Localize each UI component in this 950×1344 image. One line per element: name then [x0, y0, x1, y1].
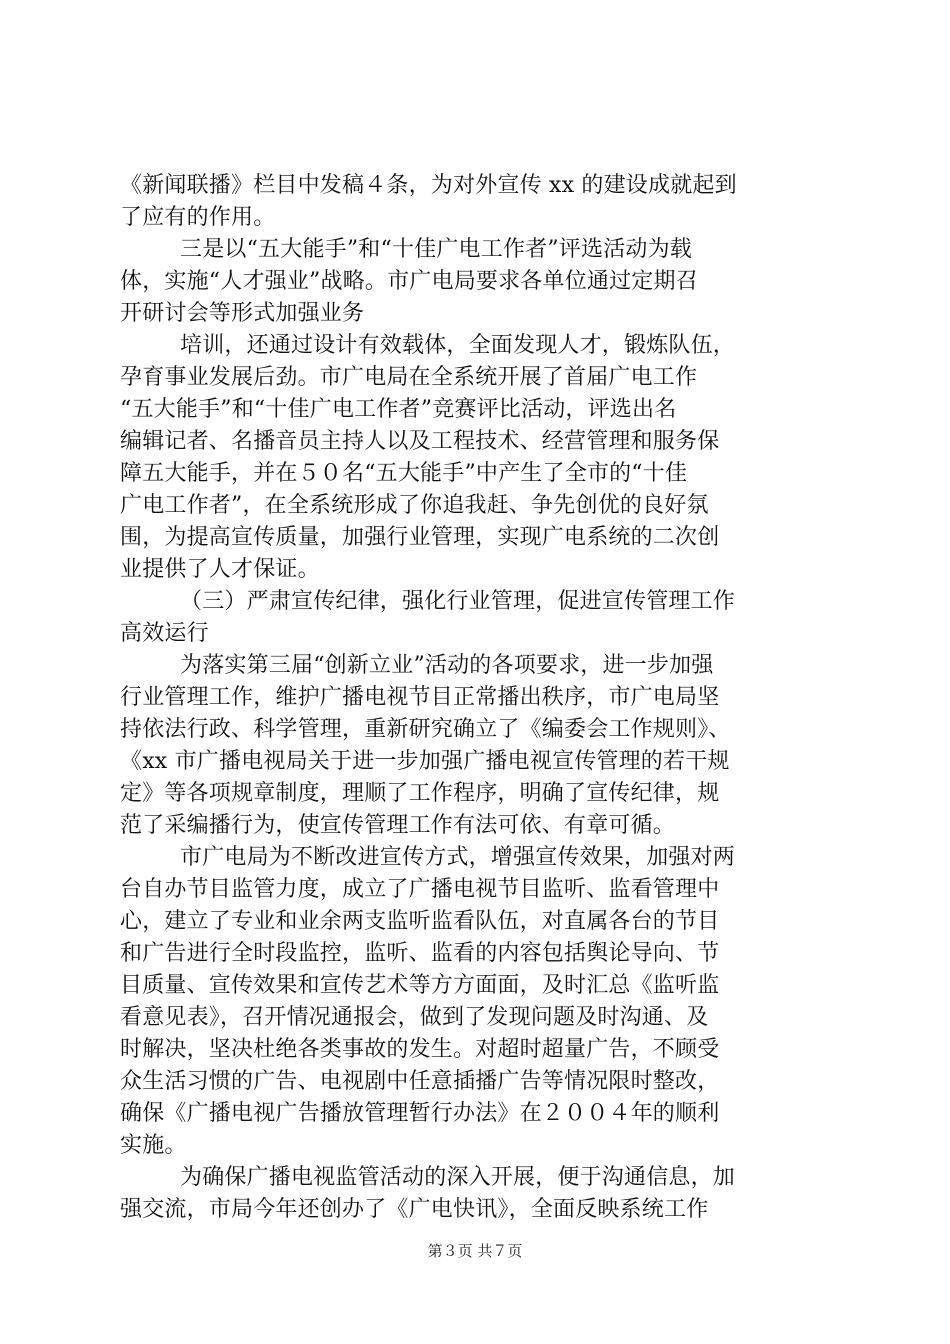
- text-line: “五大能手”和“十佳广电工作者”竞赛评比活动，评选出名: [120, 397, 677, 422]
- text-line: 台自办节目监管力度，成立了广播电视节目监听、监看管理中: [120, 877, 720, 902]
- document-body: [120, 170, 830, 1226]
- text-line: 看意见表》，召开情况通报会，做到了发现问题及时沟通、及: [120, 1005, 709, 1030]
- text-line: 为确保广播电视监管活动的深入开展，便于沟通信息，加: [180, 1165, 736, 1190]
- text-line: 目质量、宣传效果和宣传艺术等方方面面，及时汇总《监听监: [120, 973, 720, 998]
- text-line: 编辑记者、名播音员主持人以及工程技术、经营管理和服务保: [120, 429, 720, 454]
- text-line: 持依法行政、科学管理，重新研究确立了《编委会工作规则》、: [120, 717, 731, 742]
- text-line: 围，为提高宣传质量，加强行业管理，实现广电系统的二次创: [120, 525, 720, 550]
- text-line: 了应有的作用。: [120, 205, 276, 230]
- text-line: 时解决，坚决杜绝各类事故的发生。对超时超量广告，不顾受: [120, 1037, 720, 1062]
- text-line: 范了采编播行为，使宣传管理工作有法可依、有章可循。: [120, 813, 676, 838]
- text-line: 实施。: [120, 1133, 187, 1158]
- text-line: 业提供了人才保证。: [120, 557, 320, 582]
- text-line: （三）严肃宣传纪律，强化行业管理，促进宣传管理工作: [180, 589, 736, 614]
- text-line: 市广电局为不断改进宣传方式，增强宣传效果，加强对两: [180, 845, 736, 870]
- text-line: 《xx 市广播电视局关于进一步加强广播电视宣传管理的若干规: [120, 749, 730, 774]
- text-line: 开研讨会等形式加强业务: [120, 301, 365, 326]
- text-line: 强交流，市局今年还创办了《广电快讯》，全面反映系统工作: [120, 1197, 709, 1222]
- text-line: 众生活习惯的广告、电视剧中任意插播广告等情况限时整改，: [120, 1069, 720, 1094]
- page-number-footer: 第３页 共７页: [427, 1242, 523, 1260]
- text-line: 行业管理工作，维护广播电视节目正常播出秩序，市广电局坚: [120, 685, 720, 710]
- text-line: 孕育事业发展后劲。市广电局在全系统开展了首届广电工作: [120, 365, 698, 390]
- text-line: 为落实第三届“创新立业”活动的各项要求，进一步加强: [180, 653, 714, 678]
- text-line: 定》等各项规章制度，理顺了工作程序，明确了宣传纪律，规: [120, 781, 720, 806]
- text-line: 体，实施“人才强业”战略。市广电局要求各单位通过定期召: [120, 269, 698, 294]
- text-line: 《新闻联播》栏目中发稿４条，为对外宣传 xx 的建设成就起到: [120, 173, 737, 198]
- text-line: 高效运行: [120, 621, 209, 646]
- text-line: 和广告进行全时段监控，监听、监看的内容包括舆论导向、节: [120, 941, 720, 966]
- text-line: 障五大能手，并在５０名“五大能手”中产生了全市的“十佳: [120, 461, 688, 486]
- text-line: 心，建立了专业和业余两支监听监看队伍，对直属各台的节目: [120, 909, 720, 934]
- text-line: 三是以“五大能手”和“十佳广电工作者”评选活动为载: [180, 237, 692, 262]
- text-line: 确保《广播电视广告播放管理暂行办法》在２００４年的顺利: [120, 1101, 720, 1126]
- text-line: 广电工作者”，在全系统形成了你追我赶、争先创优的良好氛: [120, 493, 709, 518]
- text-line: 培训，还通过设计有效载体，全面发现人才，锻炼队伍，: [180, 333, 736, 358]
